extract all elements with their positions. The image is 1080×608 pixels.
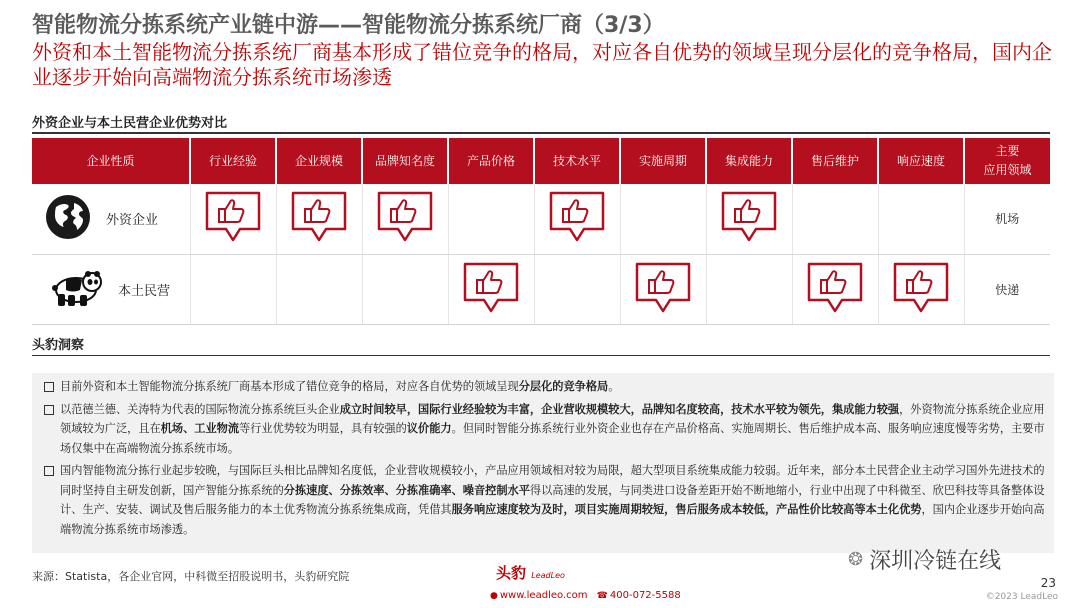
insight-paragraph (44, 400, 1046, 459)
insight-bold: 议价能力 (406, 422, 452, 435)
table-row (32, 254, 1050, 324)
website-link[interactable]: www.leadleo.com (499, 590, 588, 601)
comparison-section-title: 外资企业与本土民营企业优势对比 (32, 116, 228, 131)
thumbs-up-icon (806, 304, 864, 318)
thumbs-up-icon (376, 233, 434, 247)
advantage-cell (276, 184, 362, 254)
section-divider (32, 132, 1050, 134)
advantage-cell (534, 184, 620, 254)
insight-bold: 机场、工业物流 (160, 422, 240, 435)
thumbs-up-icon (548, 233, 606, 247)
advantage-cell (448, 184, 534, 254)
insight-bold: 分层化的竞争格局 (518, 380, 609, 393)
enterprise-name: 本土民营 (118, 283, 171, 299)
phone-number: 400-072-5588 (609, 590, 681, 601)
header-cell: 行业经验 (190, 138, 276, 184)
header-cell: 品牌知名度 (362, 138, 448, 184)
table-header-row (32, 138, 1050, 184)
enterprise-cell (32, 184, 190, 254)
brand-sub: LeadLeo (531, 571, 565, 580)
brand-name: 头豹 (496, 564, 527, 582)
insight-bold: 服务响应速度较为及时，项目实施周期较短，售后服务成本较低，产品性价比较高等本土化优势 (451, 503, 922, 516)
comparison-table (32, 138, 1050, 325)
advantage-cell (706, 184, 792, 254)
insight-bold: 分拣速度、分拣效率、分拣准确率、噪音控制水平 (283, 483, 530, 497)
advantage-cell (620, 184, 706, 254)
enterprise-name: 外资企业 (106, 213, 159, 229)
advantage-cell (792, 184, 878, 254)
insight-paragraph (44, 461, 1046, 539)
advantage-cell (448, 254, 534, 324)
thumbs-up-icon (462, 304, 520, 318)
header-cell: 产品价格 (448, 138, 534, 184)
table-row (32, 184, 1050, 254)
header-cell-application-field (964, 138, 1050, 184)
insight-text: 等行业优势较为明显，具有较强的 (239, 422, 407, 435)
insight-section-title: 头豹洞察 (32, 338, 85, 353)
phone-icon: ☎ (596, 591, 608, 601)
panda-icon (44, 268, 104, 311)
source-note: 来源：Statista，各企业官网，中科微至招股说明书，头豹研究院 (32, 570, 350, 583)
header-cell: 企业性质 (32, 138, 190, 184)
header-line: 主要 (995, 144, 1020, 158)
header-cell: 响应速度 (878, 138, 964, 184)
wechat-icon: ❂ (848, 549, 864, 570)
thumbs-up-icon (720, 233, 778, 247)
insight-text: 国内智能物流分拣行业起步较晚，与国际巨头相比品牌知名度低，企业营收规模较小，产品应用领域相对较为局限，超大型项目系统集成能力较弱。近年来，部分本土民营企业主动学习国外先进技术的同时坚持自主研发创新，国产智能分拣系统的 (60, 464, 1045, 497)
insight-text: 目前外资和本土智能物流分拣系统厂商基本形成了错位竞争的格局，对应各自优势的领域呈现 (60, 380, 519, 393)
insight-text: ，国内企业逐步开始向高端物流分拣系统市场渗透。 (60, 503, 1045, 536)
insight-text: 得以高速的发展，与同类进口设备差距开始不断地缩小，行业中出现了中科微至、欣巴科技等具备整体设计、生产、安装、调试及售后服务能力的本土优秀物流分拣系统集成商，凭借其 (60, 483, 1045, 516)
copyright: ©2023 LeadLeo (985, 592, 1058, 602)
page-title: 智能物流分拣系统产业链中游——智能物流分拣系统厂商（3/3） (32, 13, 665, 38)
advantage-cell (276, 254, 362, 324)
thumbs-up-icon (290, 233, 348, 247)
header-cell: 实施周期 (620, 138, 706, 184)
globe-small-icon: ● (490, 591, 498, 601)
application-field-cell: 快递 (964, 254, 1050, 324)
globe-icon (44, 193, 92, 244)
insight-paragraph (44, 377, 1046, 397)
advantage-cell (190, 184, 276, 254)
thumbs-up-icon (204, 233, 262, 247)
thumbs-up-icon (634, 304, 692, 318)
header-cell: 企业规模 (276, 138, 362, 184)
header-line: 应用领域 (983, 163, 1032, 177)
insight-text: 。 (608, 380, 620, 393)
page-subtitle: 外资和本土智能物流分拣系统厂商基本形成了错位竞争的格局，对应各自优势的领域呈现分层化的竞争格局，国内企业逐步开始向高端物流分拣系统市场渗透 (32, 40, 1052, 89)
thumbs-up-icon (892, 304, 950, 318)
advantage-cell (878, 254, 964, 324)
header-cell: 集成能力 (706, 138, 792, 184)
header-cell: 技术水平 (534, 138, 620, 184)
enterprise-cell (32, 254, 190, 324)
brand-logo (496, 562, 565, 583)
contact-info (490, 590, 681, 601)
page-number: 23 (1040, 576, 1056, 590)
advantage-cell (792, 254, 878, 324)
insight-text: ，外资物流分拣系统企业应用领域较为广泛，且在 (60, 402, 1045, 435)
advantage-cell (190, 254, 276, 324)
header-cell: 售后维护 (792, 138, 878, 184)
application-field-cell: 机场 (964, 184, 1050, 254)
insight-text: 以范德兰德、关涛特为代表的国际物流分拣系统巨头企业 (60, 402, 340, 416)
insight-bold: 成立时间较早，国际行业经验较为丰富，企业营收规模较大，品牌知名度较高，技术水平较为领先，集成能力较强 (339, 402, 900, 416)
insight-box (32, 373, 1054, 553)
wechat-account-name: 深圳冷链在线 (869, 549, 1002, 574)
wechat-watermark (848, 544, 1001, 575)
advantage-cell (878, 184, 964, 254)
advantage-cell (620, 254, 706, 324)
advantage-cell (706, 254, 792, 324)
section-divider (32, 355, 1050, 356)
advantage-cell (362, 254, 448, 324)
advantage-cell (534, 254, 620, 324)
advantage-cell (362, 184, 448, 254)
insight-text: 。但同时智能分拣系统行业外资企业也存在产品价格高、实施周期长、售后维护成本高、服务响应速度慢等劣势，主要市场仅集中在高端物流分拣系统市场。 (60, 422, 1045, 455)
